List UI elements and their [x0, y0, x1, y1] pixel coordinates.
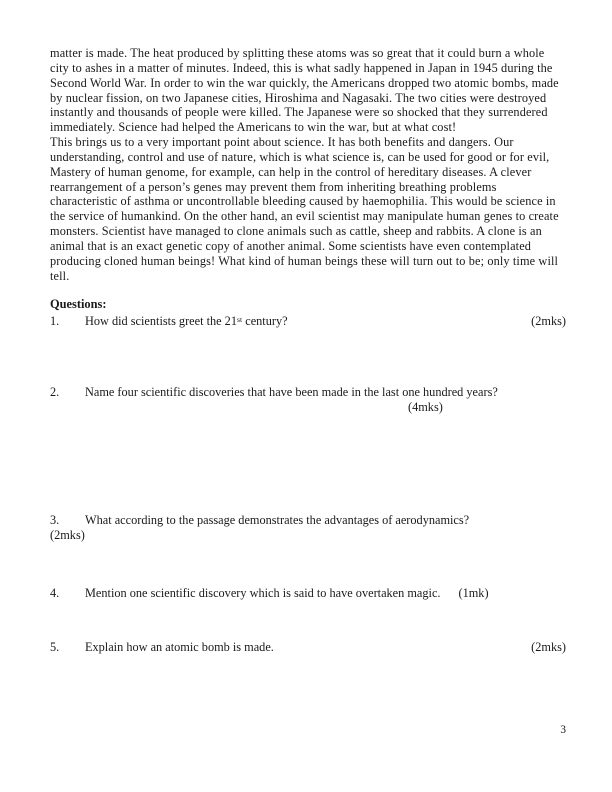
question-item-3 — [50, 513, 566, 543]
question-text-3: What according to the passage demonstrates the advantages of aerodynamics? — [85, 512, 470, 527]
question-text-2: Name four scientific discoveries that have been made in the last one hundred years? — [85, 384, 498, 399]
question-marks-1: (2mks) — [531, 313, 566, 328]
answer-space-3 — [50, 543, 566, 586]
question-item-4 — [50, 586, 566, 601]
question-marks-4: (1mk) — [458, 585, 489, 600]
questions-list — [50, 314, 566, 655]
answer-space-4 — [50, 601, 566, 640]
question-number-4: 4. — [50, 585, 60, 600]
passage-paragraph-2: This brings us to a very important point about science. It has both benefits and dangers. Our understanding, control and use of nature, which is what science is, can be used for good or for evil, Mastery of human genome, for example, can help in the control of hereditary diseases. A clever rearrangement of a person’s genes may prevent them from inheriting breathing problems characteristic of asthma or uncontrollable bleeding caused by haemophilia. This would be science in the service of humankind. On the other hand, an evil scientist may manipulate human genes to create monsters. Scientist have managed to clone animals such as cattle, sheep and rabbits. A clone is an animal that is an exact genetic copy of another animal. Some scientists have even contemplated producing cloned human beings! What kind of human beings these will turn out to be; only time will tell. — [50, 135, 559, 283]
question-text-1-part-a: How did scientists greet the 21 — [85, 313, 237, 328]
question-number-5: 5. — [50, 639, 60, 654]
reading-passage — [50, 46, 566, 284]
passage-paragraph-1: matter is made. The heat produced by splitting these atoms was so great that it could burn a whole city to ashes in a matter of minutes. Indeed, this is what sadly happened in Japan in 1945 during the Second World War. In order to win the war quickly, the Americans dropped two atomic bombs, made by nuclear fission, on two Japanese cities, Hiroshima and Nagasaki. The two cities were destroyed instantly and thousands of people were killed. The Japanese were so shocked that they surrendered immediately. Science had helped the Americans to win the war, but at what cost! — [50, 46, 559, 135]
question-item-1 — [50, 314, 566, 329]
page-number: 3 — [560, 724, 566, 736]
questions-heading: Questions: — [50, 296, 107, 311]
question-item-5 — [50, 640, 566, 655]
answer-space-2 — [50, 415, 566, 513]
question-number-3: 3. — [50, 512, 60, 527]
page-content — [50, 46, 566, 655]
question-text-5: Explain how an atomic bomb is made. — [85, 639, 274, 654]
question-text-4-body: Mention one scientific discovery which is said to have overtaken magic. — [85, 585, 441, 600]
answer-space-1 — [50, 329, 566, 385]
question-number-2: 2. — [50, 384, 60, 399]
question-item-2 — [50, 385, 566, 415]
question-text-1 — [85, 314, 288, 329]
question-marks-3: (2mks) — [50, 527, 85, 542]
question-text-1-part-b: century? — [242, 313, 288, 328]
question-marks-2: (4mks) — [408, 399, 443, 414]
question-text-4 — [85, 586, 489, 601]
question-number-1: 1. — [50, 313, 60, 328]
ordinal-suffix-superscript: st — [236, 314, 243, 324]
question-marks-5: (2mks) — [531, 639, 566, 654]
